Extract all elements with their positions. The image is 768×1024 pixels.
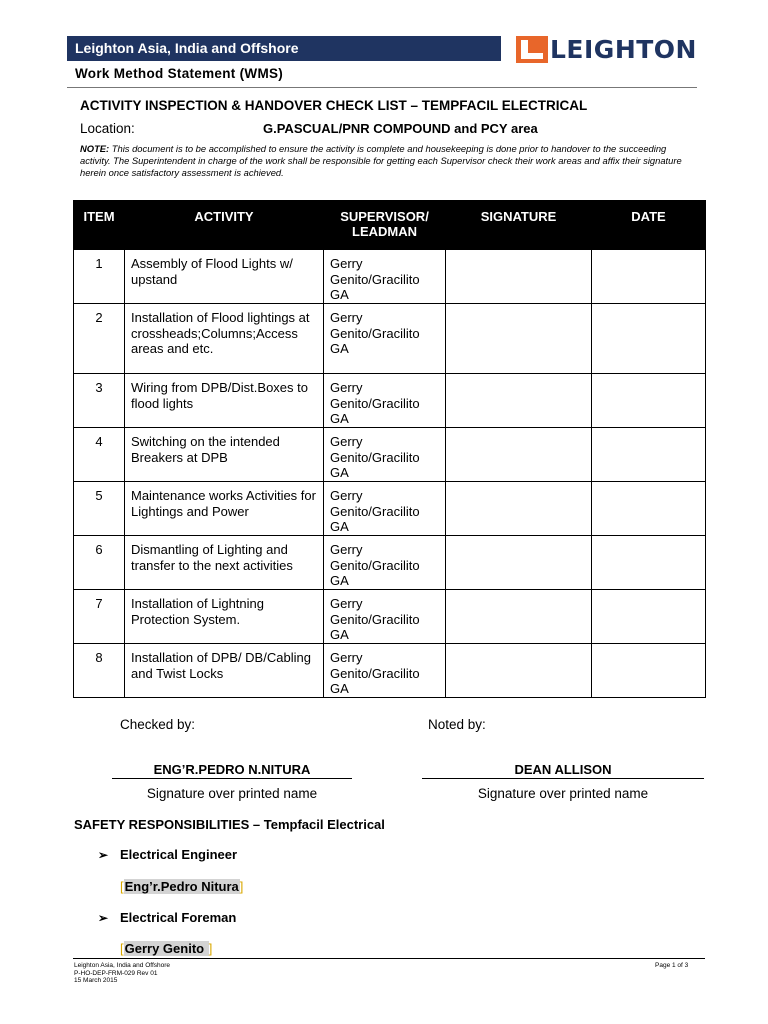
arrow-bullet-icon: ➢ [98,848,109,862]
note-label: NOTE: [80,143,110,154]
activity-cell: Maintenance works Activities for Lightings and Power [125,482,324,536]
role-person-name: [Gerry Genito ] [120,941,213,956]
document-type: Work Method Statement (WMS) [75,66,284,81]
item-number: 6 [74,536,125,590]
leighton-logo [516,35,697,64]
table-row [74,250,706,304]
supervisor-cell: Gerry Genito/Gracilito GA [324,250,446,304]
footer-doc-number: P-HO-DEP-FRM-029 Rev 01 [74,969,158,977]
company-name: Leighton Asia, India and Offshore [75,40,299,56]
signature-cell[interactable] [446,644,592,698]
footer-divider [73,958,705,959]
table-row [74,482,706,536]
logo-text: LEIGHTON [550,35,697,64]
supervisor-cell: Gerry Genito/Gracilito GA [324,304,446,374]
footer-date: 15 March 2015 [74,977,118,984]
activity-cell: Assembly of Flood Lights w/ upstand [125,250,324,304]
date-cell[interactable] [592,250,706,304]
col-header-supervisor: SUPERVISOR/ LEADMAN [324,201,446,250]
activity-cell: Switching on the intended Breakers at DPB [125,428,324,482]
arrow-bullet-icon: ➢ [98,911,109,925]
safety-heading: SAFETY RESPONSIBILITIES – Tempfacil Electrical [74,817,385,832]
role-person-name: [Eng’r.Pedro Nitura] [120,879,244,894]
leighton-logo-mark-icon [516,36,548,63]
item-number: 8 [74,644,125,698]
note-text: This document is to be accomplished to ensure the activity is complete and housekeeping is done prior to handover to the succeeding activity. The Superintendent in charge of the work shall be responsible for getting each Supervisor check their work areas and affix their signature herein once satisfactory assessment is achieved. [80,143,682,178]
signature-cell[interactable] [446,304,592,374]
item-number: 2 [74,304,125,374]
activity-cell: Installation of Lightning Protection System. [125,590,324,644]
checked-signature-caption: Signature over printed name [146,786,318,801]
supervisor-cell: Gerry Genito/Gracilito GA [324,374,446,428]
item-number: 5 [74,482,125,536]
signature-cell[interactable] [446,250,592,304]
item-number: 4 [74,428,125,482]
table-row [74,374,706,428]
location-label: Location: [80,121,135,136]
activity-cell: Dismantling of Lighting and transfer to the next activities [125,536,324,590]
table-row [74,304,706,374]
noted-signature-caption: Signature over printed name [477,786,649,801]
item-number: 7 [74,590,125,644]
table-row [74,428,706,482]
col-header-signature: SIGNATURE [446,201,592,250]
date-cell[interactable] [592,644,706,698]
supervisor-cell: Gerry Genito/Gracilito GA [324,536,446,590]
company-header-bar [67,36,501,61]
signature-cell[interactable] [446,482,592,536]
noted-signature-line[interactable] [422,778,704,779]
supervisor-cell: Gerry Genito/Gracilito GA [324,428,446,482]
safety-role-item [98,910,236,925]
item-number: 3 [74,374,125,428]
col-header-activity: ACTIVITY [125,201,324,250]
person-name-highlight: Eng’r.Pedro Nitura [124,879,239,894]
footer-page-number: Page 1 of 3 [655,962,689,969]
signature-cell[interactable] [446,428,592,482]
date-cell[interactable] [592,374,706,428]
date-cell[interactable] [592,304,706,374]
signature-cell[interactable] [446,590,592,644]
noted-by-label: Noted by: [428,717,486,732]
item-number: 1 [74,250,125,304]
col-header-item: ITEM [74,201,125,250]
role-title: Electrical Engineer [120,847,238,862]
safety-role-item [98,847,237,862]
activity-cell: Wiring from DPB/Dist.Boxes to flood lights [125,374,324,428]
activity-cell: Installation of DPB/ DB/Cabling and Twist Locks [125,644,324,698]
signature-cell[interactable] [446,536,592,590]
table-row [74,536,706,590]
col-header-date: DATE [592,201,706,250]
location-value: G.PASCUAL/PNR COMPOUND and PCY area [263,121,538,136]
table-header-row [74,201,706,250]
checked-signature-line[interactable] [112,778,352,779]
note-paragraph [80,143,692,179]
date-cell[interactable] [592,590,706,644]
table-row [74,590,706,644]
footer-company: Leighton Asia, India and Offshore [74,962,171,969]
checked-by-name: ENG’R.PEDRO N.NITURA [153,762,311,777]
supervisor-cell: Gerry Genito/Gracilito GA [324,482,446,536]
page-title: ACTIVITY INSPECTION & HANDOVER CHECK LIST – TEMPFACIL ELECTRICAL [80,98,588,113]
footer-info [74,962,170,985]
activity-cell: Installation of Flood lightings at crossheads;Columns;Access areas and etc. [125,304,324,374]
signature-cell[interactable] [446,374,592,428]
header-divider [67,87,697,88]
role-title: Electrical Foreman [120,910,237,925]
checked-by-label: Checked by: [120,717,196,732]
person-name-highlight: Gerry Genito [124,941,208,956]
noted-by-name: DEAN ALLISON [514,762,612,777]
date-cell[interactable] [592,482,706,536]
date-cell[interactable] [592,428,706,482]
table-row [74,644,706,698]
supervisor-cell: Gerry Genito/Gracilito GA [324,590,446,644]
checklist-table [73,200,706,698]
date-cell[interactable] [592,536,706,590]
supervisor-cell: Gerry Genito/Gracilito GA [324,644,446,698]
